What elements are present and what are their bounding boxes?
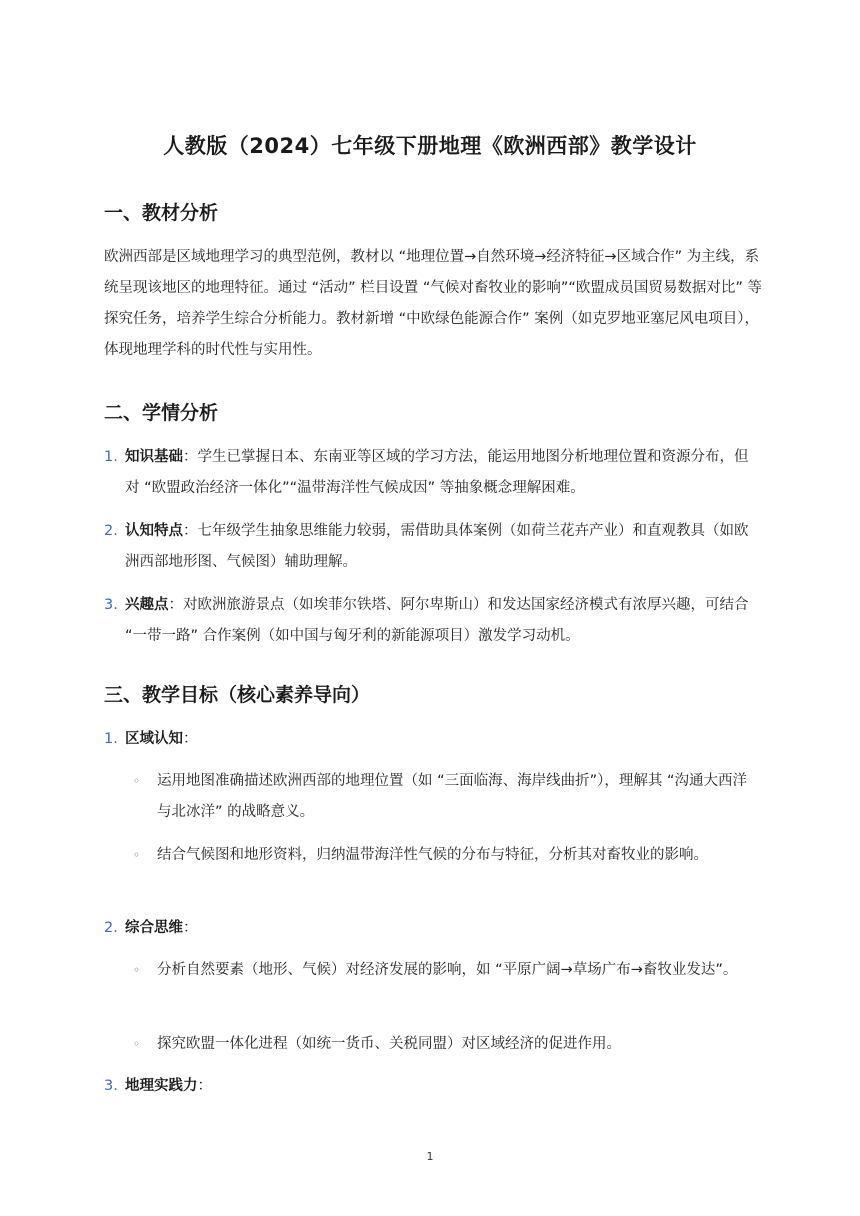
- sub-list-item-text: 结合气候图和地形资料，归纳温带海洋性气候的分布与特征，分析其对畜牧业的影响。: [157, 847, 708, 863]
- sub-list-item: [133, 955, 758, 986]
- list-item-text: ：对欧洲旅游景点（如埃菲尔铁塔、阿尔卑斯山）和发达国家经济模式有浓厚兴趣，可结合 “一带一路” 合作案例（如中国与匈牙利的新能源项目）激发学习动机。: [125, 597, 749, 644]
- section-heading-textbook-analysis: 一、教材分析: [104, 202, 219, 224]
- bullet-circle-icon: ◦: [133, 848, 141, 862]
- list-number: 2.: [104, 523, 118, 539]
- list-item: [104, 590, 764, 652]
- list-item-text: ：七年级学生抽象思维能力较弱，需借助具体案例（如荷兰花卉产业）和直观教具（如欧洲西部地形图、气候图）辅助理解。: [125, 523, 749, 570]
- section-heading-learner-analysis: 二、学情分析: [104, 402, 219, 424]
- list-number: 2.: [104, 920, 118, 936]
- list-item-text: ：学生已掌握日本、东南亚等区域的学习方法，能运用地图分析地理位置和资源分布，但对 “欧盟政治经济一体化”“温带海洋性气候成因” 等抽象概念理解困难。: [125, 449, 749, 496]
- list-item: [104, 1071, 764, 1102]
- list-item-text: ：: [197, 1078, 212, 1094]
- sub-list-item: [133, 840, 758, 871]
- list-item: [104, 516, 764, 578]
- page-title: 人教版（2024）七年级下册地理《欧洲西部》教学设计: [163, 134, 697, 158]
- page-number: 1: [426, 1150, 434, 1163]
- bullet-circle-icon: ◦: [133, 774, 141, 788]
- list-item: [104, 724, 764, 755]
- list-item-label: 兴趣点: [125, 597, 169, 613]
- bullet-circle-icon: ◦: [133, 963, 141, 977]
- textbook-analysis-paragraph: 欧洲西部是区域地理学习的典型范例，教材以 “地理位置→自然环境→经济特征→区域合作” 为主线，系统呈现该地区的地理特征。通过 “活动” 栏目设置 “气候对畜牧业的影响”“欧盟成员国贸易数据对比” 等探究任务，培养学生综合分析能力。教材新增 “中欧绿色能源合作” 案例（如克罗地亚塞尼风电项目），体现地理学科的时代性与实用性。: [104, 249, 763, 358]
- list-item: [104, 442, 764, 504]
- list-number: 3.: [104, 1078, 118, 1094]
- list-item: [104, 913, 764, 944]
- list-item-label: 区域认知: [125, 731, 183, 747]
- list-number: 1.: [104, 731, 118, 747]
- list-number: 1.: [104, 449, 118, 465]
- list-item-label: 认知特点: [125, 523, 183, 539]
- sub-list-item: [133, 766, 758, 828]
- bullet-circle-icon: ◦: [133, 1037, 141, 1051]
- list-item-text: ：: [183, 920, 198, 936]
- sub-list-item-text: 探究欧盟一体化进程（如统一货币、关税同盟）对区域经济的促进作用。: [157, 1036, 621, 1052]
- list-item-label: 综合思维: [125, 920, 183, 936]
- list-item-label: 知识基础: [125, 449, 183, 465]
- section-heading-teaching-objectives: 三、教学目标（核心素养导向）: [104, 684, 371, 706]
- sub-list-item: [133, 1029, 758, 1060]
- sub-list-item-text: 运用地图准确描述欧洲西部的地理位置（如 “三面临海、海岸线曲折”），理解其 “沟通大西洋与北冰洋” 的战略意义。: [157, 773, 748, 820]
- list-item-label: 地理实践力: [125, 1078, 198, 1094]
- sub-list-item-text: 分析自然要素（地形、气候）对经济发展的影响，如 “平原广阔→草场广布→畜牧业发达”。: [157, 962, 738, 978]
- list-number: 3.: [104, 597, 118, 613]
- list-item-text: ：: [183, 731, 198, 747]
